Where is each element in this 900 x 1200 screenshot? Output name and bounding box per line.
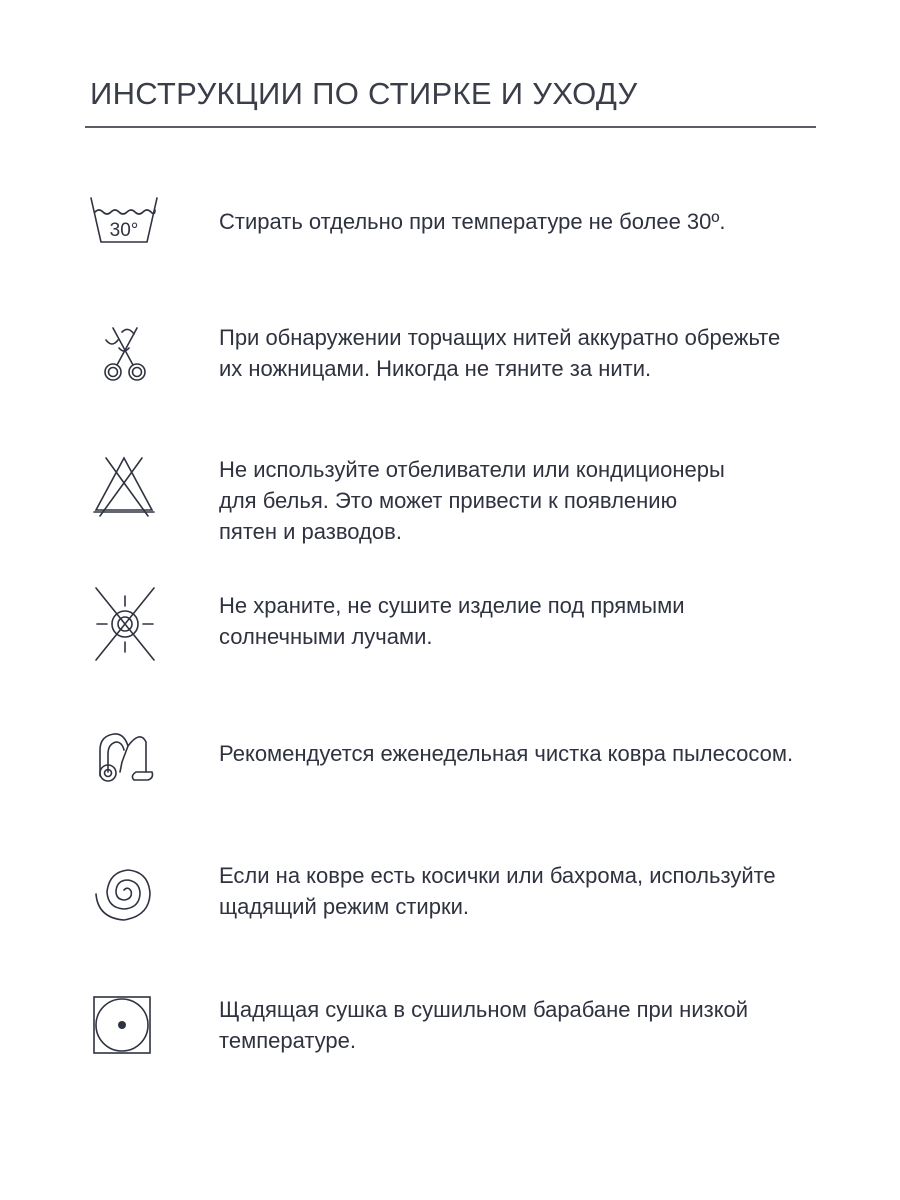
text-line: температуре. bbox=[219, 1028, 356, 1053]
text-line: пятен и разводов. bbox=[219, 519, 402, 544]
no-sun-icon bbox=[84, 582, 164, 666]
text-line: Щадящая сушка в сушильном барабане при низкой bbox=[219, 997, 749, 1022]
text-line: для белья. Это может привести к появлению bbox=[219, 488, 678, 513]
text-line: щадящий режим стирки. bbox=[219, 894, 469, 919]
text-line: Если на ковре есть косички или бахрома, используйте bbox=[219, 863, 776, 888]
care-text-no-bleach bbox=[219, 454, 829, 547]
care-text-scissors bbox=[219, 322, 829, 384]
text-line: Не храните, не сушите изделие под прямыми bbox=[219, 593, 685, 618]
text-line: При обнаружении торчащих нитей аккуратно обрежьте bbox=[219, 325, 781, 350]
title-divider bbox=[85, 126, 816, 128]
wash-temp-badge: 30° bbox=[109, 220, 139, 241]
care-text-tumble-dry bbox=[219, 994, 829, 1056]
wash-30-icon bbox=[84, 190, 164, 274]
gentle-wash-spiral-icon bbox=[84, 852, 164, 936]
scissors-icon bbox=[84, 318, 164, 402]
care-text-no-sun bbox=[219, 590, 829, 652]
page-title: ИНСТРУКЦИИ ПО СТИРКЕ И УХОДУ bbox=[90, 76, 638, 111]
text-line: Не используйте отбеливатели или кондиционеры bbox=[219, 457, 725, 482]
text-line: солнечными лучами. bbox=[219, 624, 433, 649]
care-text-vacuum bbox=[219, 738, 829, 769]
care-text-gentle-wash bbox=[219, 860, 829, 922]
text-line: их ножницами. Никогда не тяните за нити. bbox=[219, 356, 652, 381]
vacuum-cleaner-icon bbox=[84, 720, 164, 804]
text-line: Стирать отдельно при температуре не более 30º. bbox=[219, 209, 726, 234]
tumble-dry-low-icon bbox=[84, 990, 164, 1074]
text-line: Рекомендуется еженедельная чистка ковра пылесосом. bbox=[219, 741, 794, 766]
care-text-wash bbox=[219, 206, 829, 237]
no-bleach-icon bbox=[84, 448, 164, 532]
